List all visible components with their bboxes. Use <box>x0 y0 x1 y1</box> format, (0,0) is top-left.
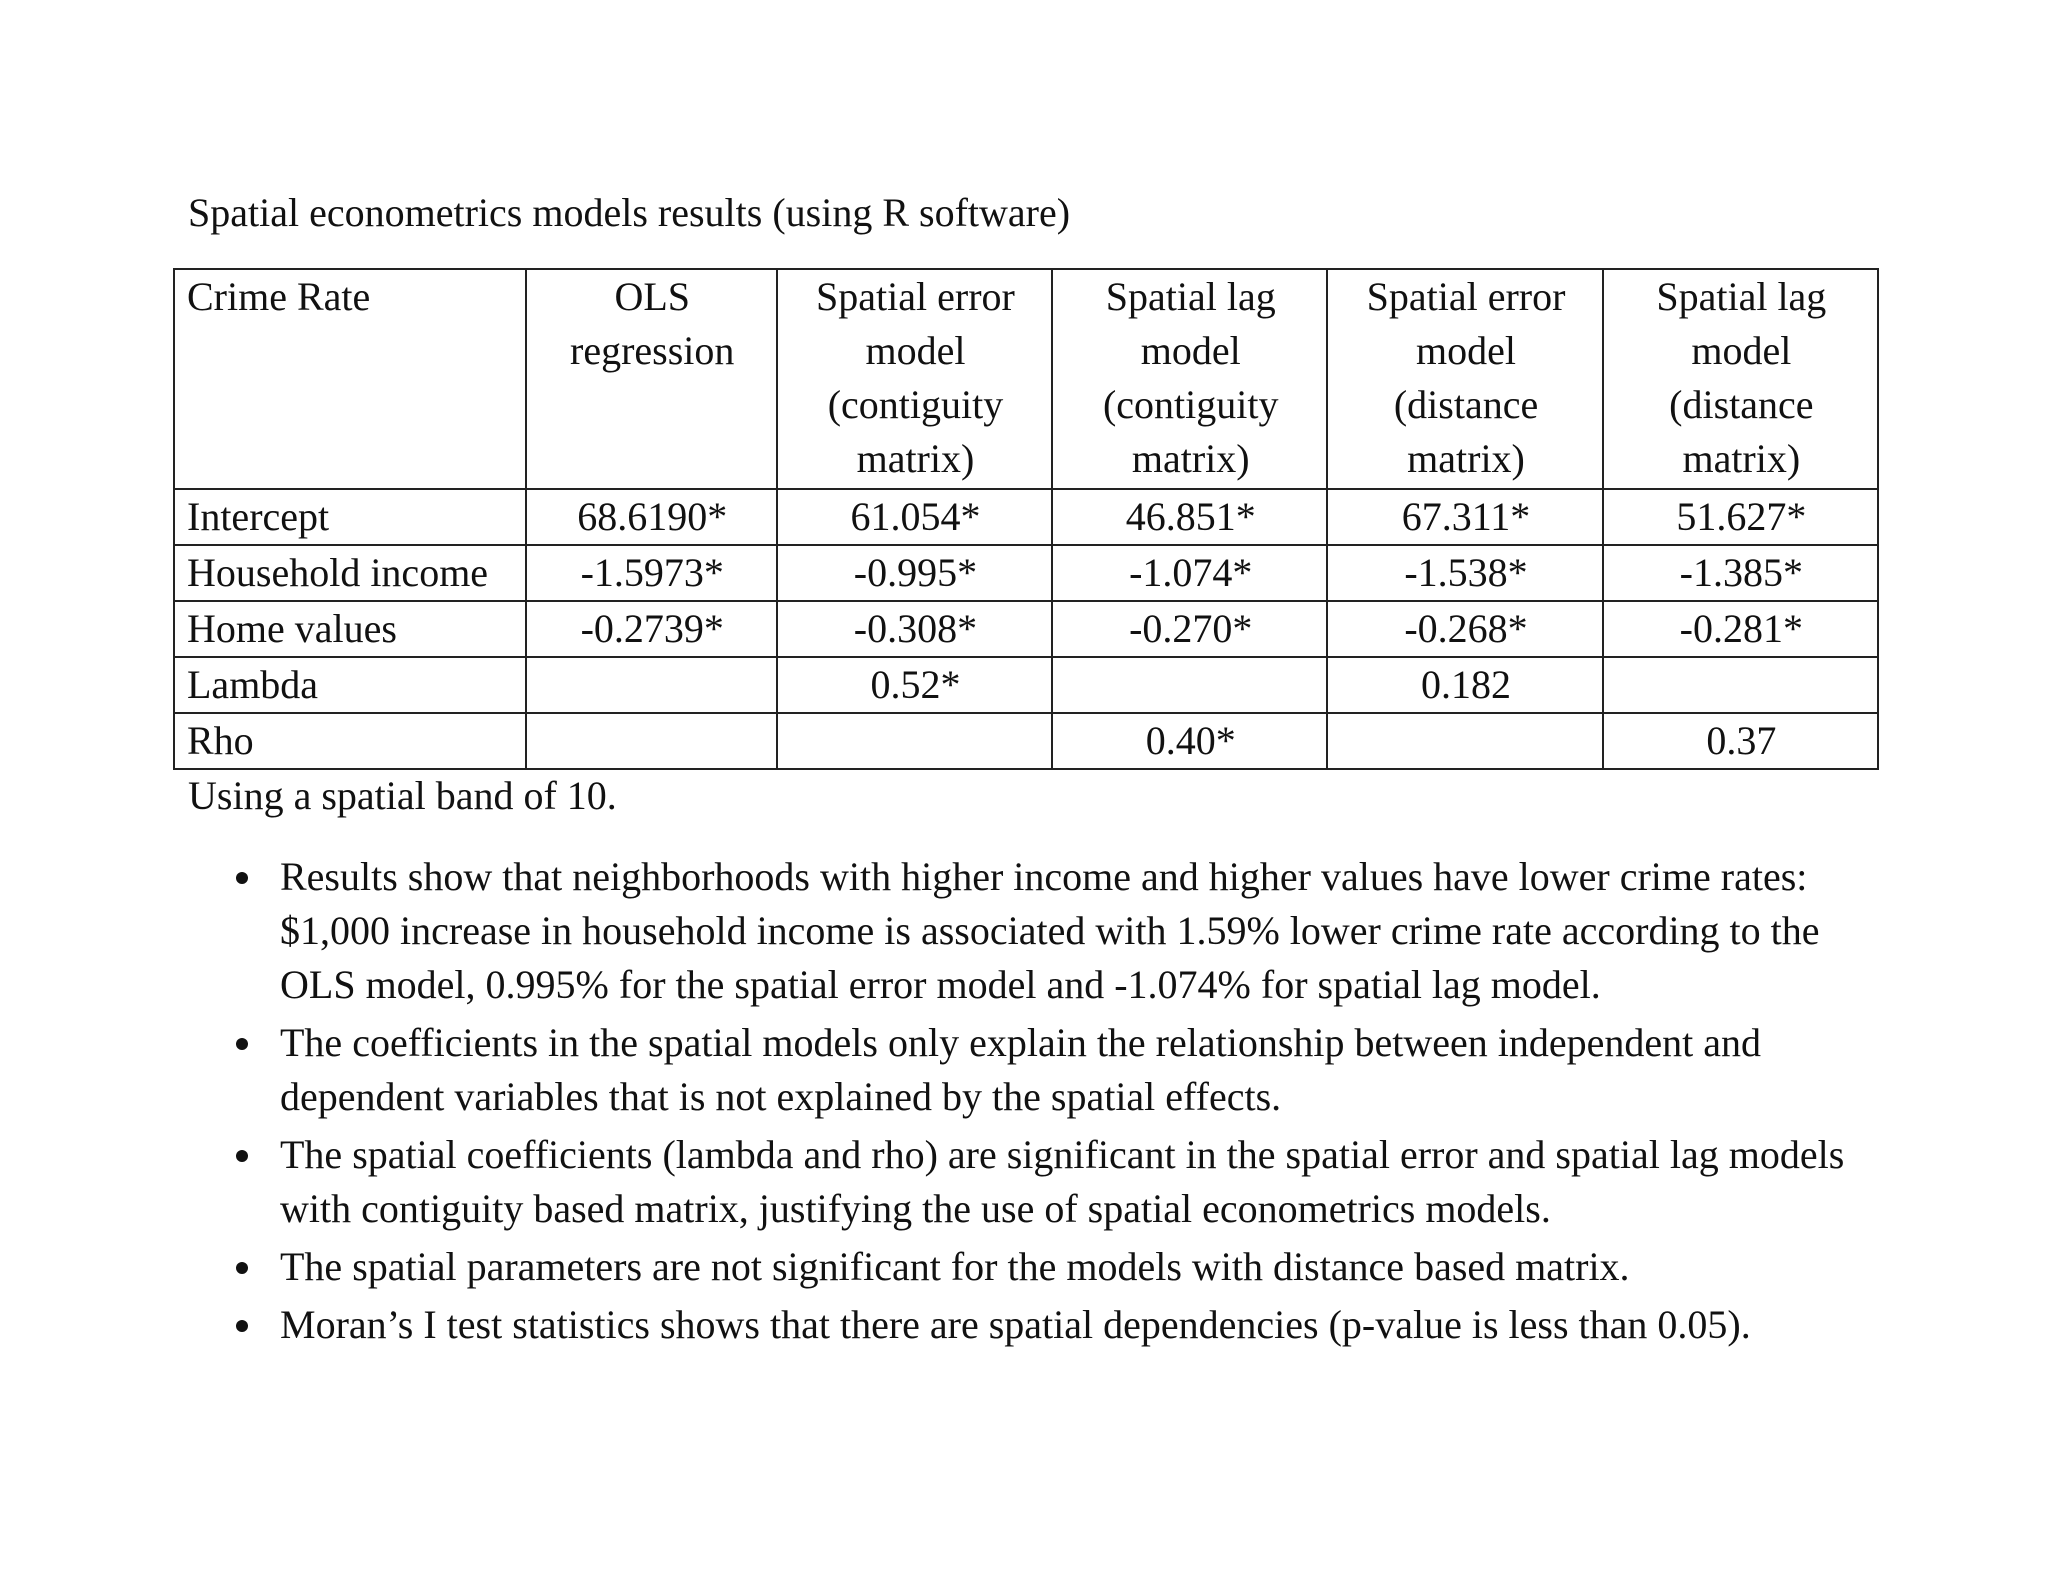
table-cell: 68.6190* <box>526 489 777 545</box>
row-label-intercept: Intercept <box>174 489 526 545</box>
table-cell: 0.40* <box>1052 713 1327 769</box>
table-cell: -1.5973* <box>526 545 777 601</box>
bullet-icon <box>236 872 248 884</box>
list-item-text: Moran’s I test statistics shows that there are spatial dependencies (p-value is less than 0.05). <box>280 1302 1751 1347</box>
column-header-spatial-lag-distance: Spatial lag model (distance matrix) <box>1603 269 1878 489</box>
row-label-home-values: Home values <box>174 601 526 657</box>
row-label-lambda: Lambda <box>174 657 526 713</box>
row-label-rho: Rho <box>174 713 526 769</box>
table-cell: -0.270* <box>1052 601 1327 657</box>
list-item-text: The coefficients in the spatial models only explain the relationship between independent and dependent variables that is not explained by the spatial effects. <box>280 1020 1762 1119</box>
table-cell: -0.268* <box>1327 601 1602 657</box>
list-item <box>236 1016 1886 1124</box>
column-header-spatial-error-contiguity: Spatial error model (contiguity matrix) <box>777 269 1052 489</box>
table-caption: Spatial econometrics models results (using R software) <box>188 190 1071 235</box>
column-header-crime-rate: Crime Rate <box>174 269 526 489</box>
list-item-text: The spatial coefficients (lambda and rho) are significant in the spatial error and spatial lag models with contiguity based matrix, justifying the use of spatial econometrics models. <box>280 1132 1845 1231</box>
table-cell <box>1603 657 1878 713</box>
column-header-spatial-error-distance: Spatial error model (distance matrix) <box>1327 269 1602 489</box>
table-cell: -1.538* <box>1327 545 1602 601</box>
table-cell: 67.311* <box>1327 489 1602 545</box>
table-cell: 0.52* <box>777 657 1052 713</box>
table-footnote: Using a spatial band of 10. <box>188 773 617 818</box>
table-row <box>174 545 1878 601</box>
results-table <box>173 268 1879 770</box>
row-label-household-income: Household income <box>174 545 526 601</box>
list-item <box>236 850 1886 1012</box>
table-cell: -0.281* <box>1603 601 1878 657</box>
table-cell <box>1052 657 1327 713</box>
table-cell: 0.182 <box>1327 657 1602 713</box>
table-cell: 61.054* <box>777 489 1052 545</box>
table-cell: -0.308* <box>777 601 1052 657</box>
table-cell <box>777 713 1052 769</box>
table-cell: -0.995* <box>777 545 1052 601</box>
table-row <box>174 489 1878 545</box>
table-cell <box>526 713 777 769</box>
table-row <box>174 657 1878 713</box>
list-item-text: The spatial parameters are not significant for the models with distance based matrix. <box>280 1244 1630 1289</box>
table-row <box>174 713 1878 769</box>
table-cell: 51.627* <box>1603 489 1878 545</box>
table-cell <box>1327 713 1602 769</box>
table-cell: -0.2739* <box>526 601 777 657</box>
table-cell <box>526 657 777 713</box>
bullet-icon <box>236 1038 248 1050</box>
list-item <box>236 1298 1886 1352</box>
table-cell: 0.37 <box>1603 713 1878 769</box>
table-cell: -1.385* <box>1603 545 1878 601</box>
list-item-text: Results show that neighborhoods with higher income and higher values have lower crime rates: $1,000 increase in household income is associated with 1.59% lower crime rate according to the OLS model, 0.995% for the spatial error model and -1.074% for spatial lag model. <box>280 854 1820 1007</box>
column-header-ols: OLS regression <box>526 269 777 489</box>
table-cell: -1.074* <box>1052 545 1327 601</box>
table-header-row <box>174 269 1878 489</box>
column-header-spatial-lag-contiguity: Spatial lag model (contiguity matrix) <box>1052 269 1327 489</box>
bullet-icon <box>236 1262 248 1274</box>
table-cell: 46.851* <box>1052 489 1327 545</box>
list-item <box>236 1240 1886 1294</box>
list-item <box>236 1128 1886 1236</box>
bullet-icon <box>236 1150 248 1162</box>
table-row <box>174 601 1878 657</box>
bullet-icon <box>236 1320 248 1332</box>
findings-list <box>236 850 1886 1356</box>
